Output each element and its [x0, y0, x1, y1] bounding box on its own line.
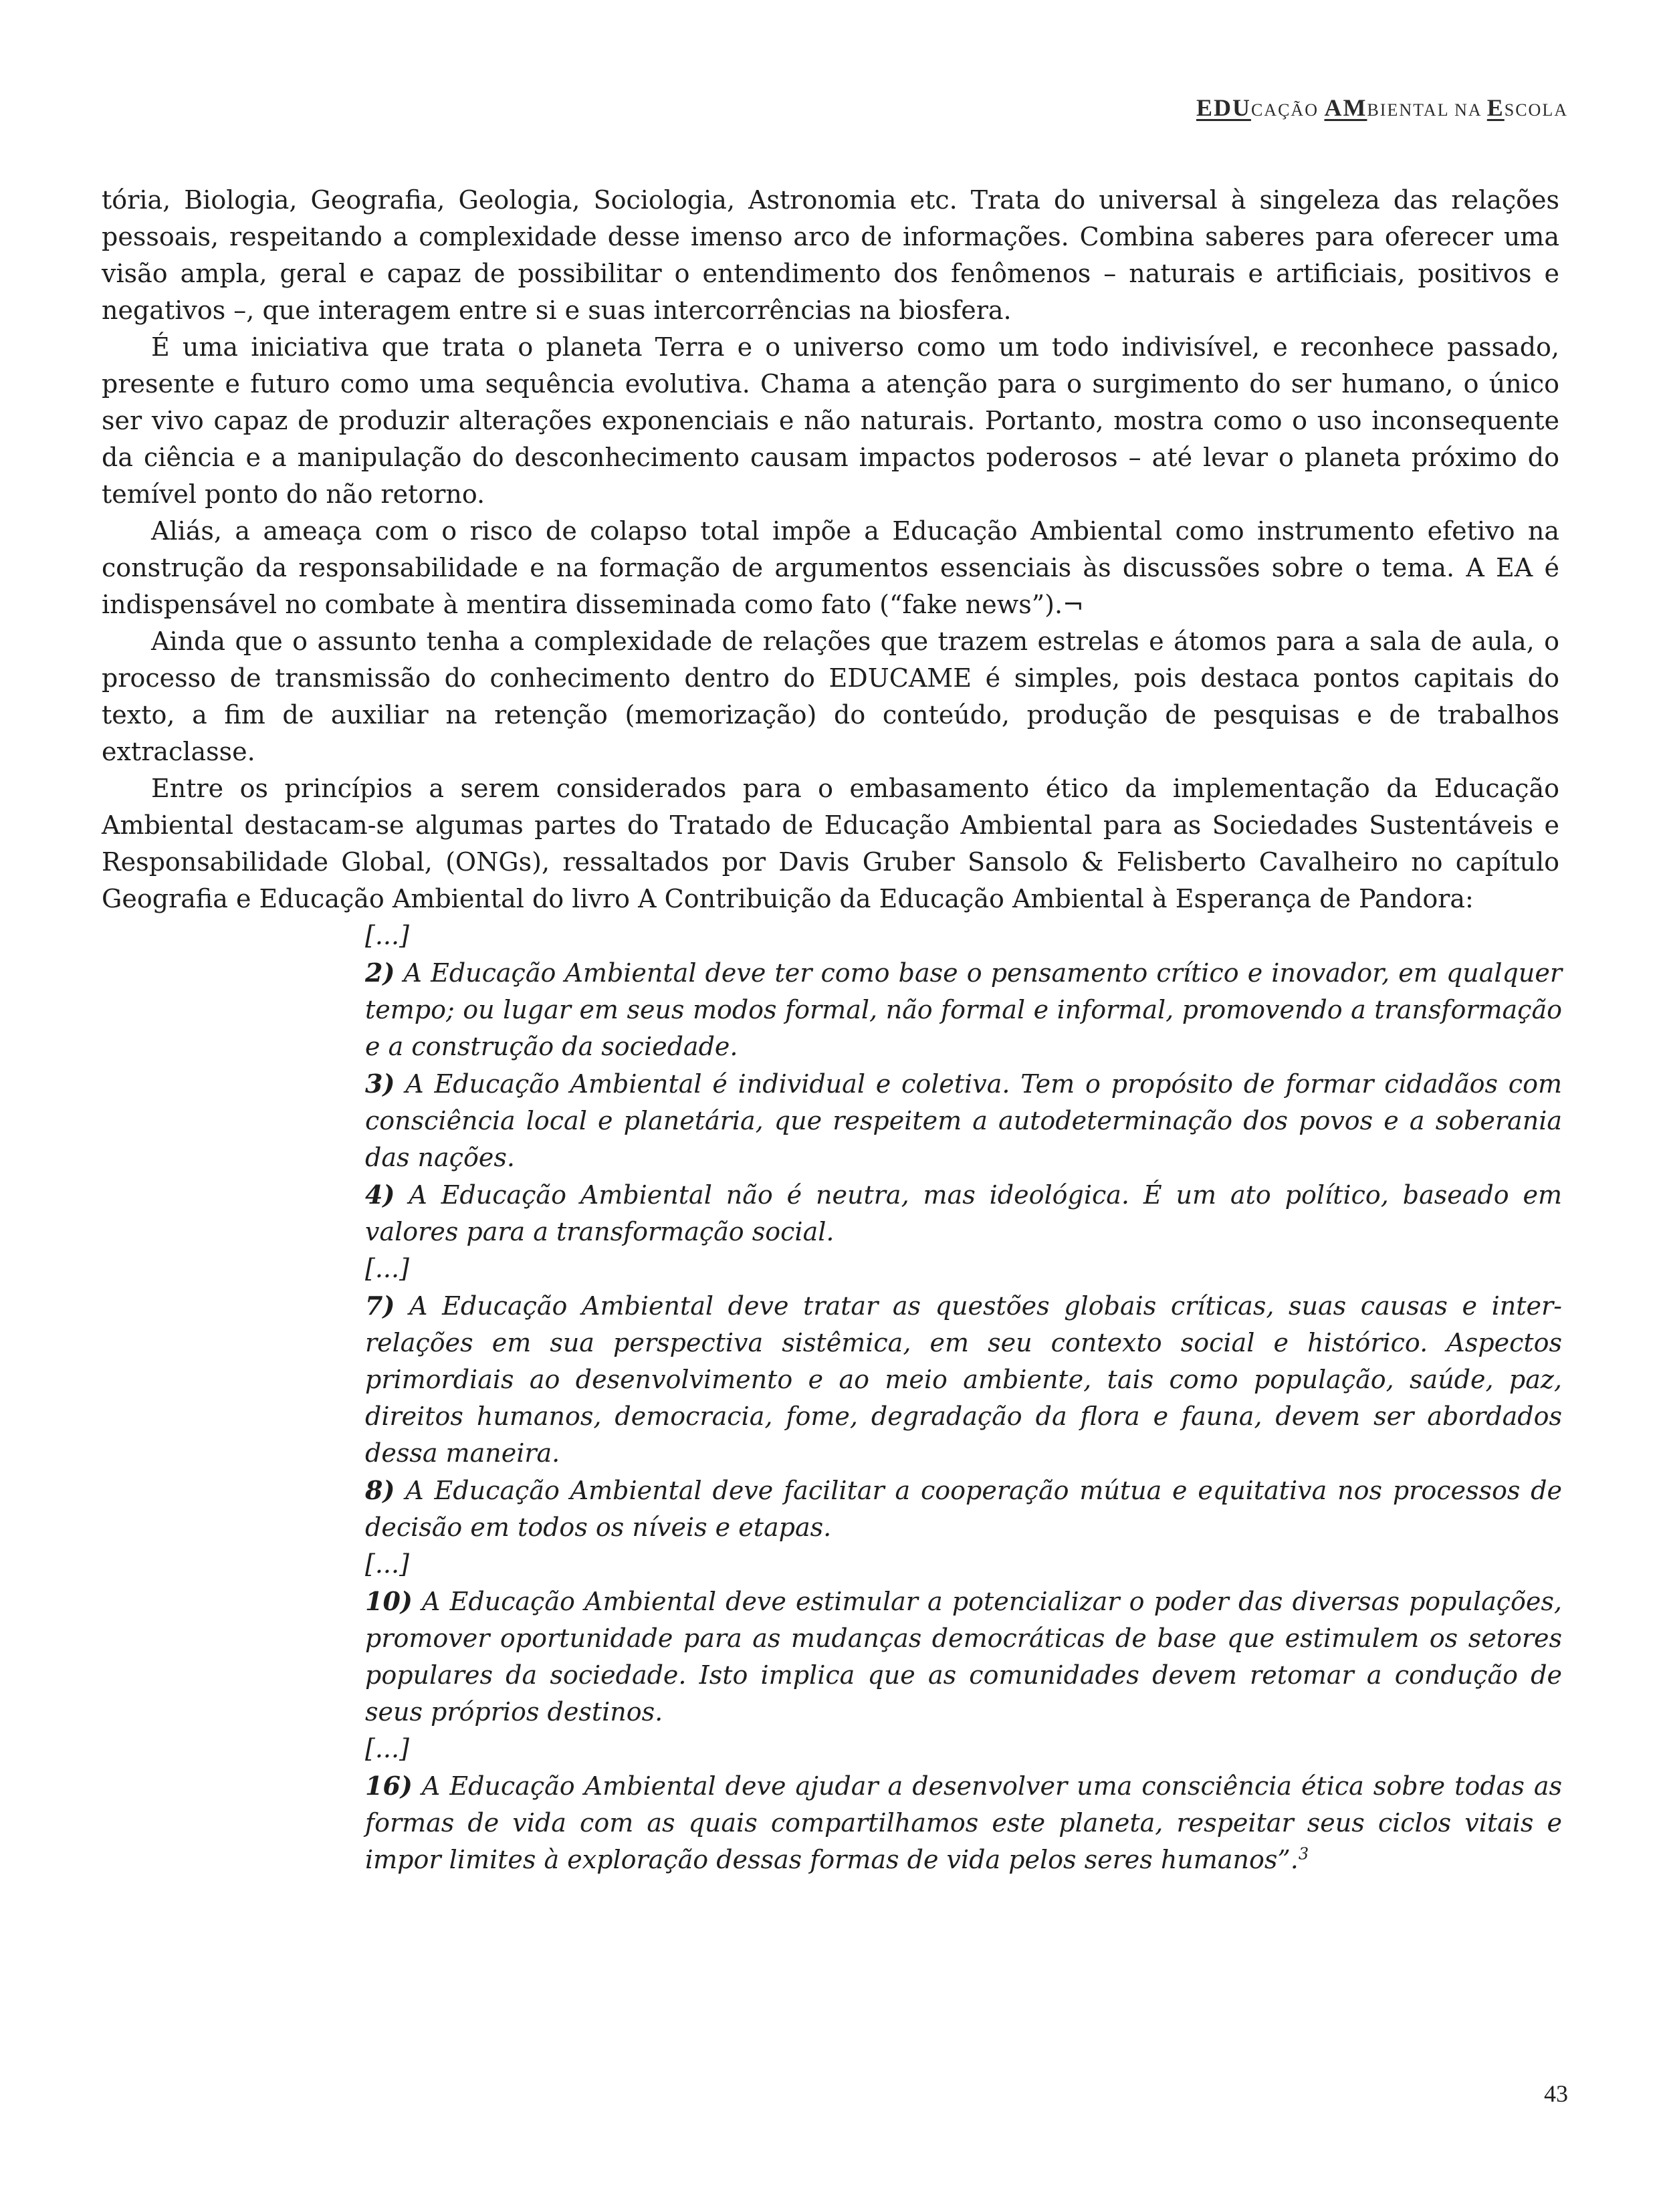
quote-item: [365, 1472, 1562, 1546]
quote-item-number: 8): [365, 1475, 395, 1505]
quote-item: [365, 1287, 1562, 1472]
paragraph: Ainda que o assunto tenha a complexidade de relações que trazem estrelas e átomos para a sala de aula, o processo de transmissão do conhecimento dentro do EDUCAME é simples, pois destaca pontos capitais do texto, a fim de auxiliar na retenção (memorização) do conteúdo, produção de pesquisas e de trabalhos extraclasse.: [102, 627, 1559, 766]
quote-item-number: 3): [365, 1069, 395, 1099]
body-text: [102, 182, 1559, 917]
quote-item: [365, 1583, 1562, 1731]
page-number: 43: [1544, 2080, 1568, 2107]
footnote-ref: 3: [1298, 1844, 1309, 1864]
quote-item-number: 16): [365, 1771, 413, 1801]
quote-item: [365, 1065, 1562, 1176]
quote-item-text: A Educação Ambiental deve ter como base o pensamento crítico e inovador, em qualquer tempo; ou lugar em seus modos formal, não formal e informal, promovendo a transformação e a construção da sociedade.: [365, 958, 1562, 1061]
quote-ellipsis: [...]: [365, 1549, 409, 1579]
running-header: [1196, 94, 1568, 122]
quote-item-text: A Educação Ambiental é individual e coletiva. Tem o propósito de formar cidadãos com consciência local e planetária, que respeitem a autodeterminação dos povos e a soberania das nações.: [365, 1069, 1562, 1172]
quote-ellipsis: [...]: [365, 1254, 409, 1283]
paragraph: É uma iniciativa que trata o planeta Terra e o universo como um todo indivisível, e reconhece passado, presente e futuro como uma sequência evolutiva. Chama a atenção para o surgimento do ser humano, o único ser vivo capaz de produzir alterações exponenciais e não naturais. Portanto, mostra como o uso inconsequente da ciência e a manipulação do desconhecimento causam impactos poderosos – até levar o planeta próximo do temível ponto do não retorno.: [102, 332, 1559, 509]
quote-item-text: A Educação Ambiental deve tratar as questões globais críticas, suas causas e inter-relações em sua perspectiva sistêmica, em seu contexto social e histórico. Aspectos primordiais ao desenvolvimento e ao meio ambiente, tais como população, saúde, paz, direitos humanos, democracia, fome, degradação da flora e fauna, devem ser abordados dessa maneira.: [365, 1291, 1562, 1468]
quote-item: [365, 1767, 1562, 1878]
quote-ellipsis: [...]: [365, 921, 409, 950]
quote-ellipsis: [...]: [365, 1734, 409, 1763]
quote-item: [365, 954, 1562, 1065]
quote-block: [365, 917, 1562, 1878]
paragraph: Entre os princípios a serem considerados para o embasamento ético da implementação da Educação Ambiental destacam-se algumas partes do Tratado de Educação Ambiental para as Sociedades Sustentáveis e Responsabilidade Global, (ONGs), ressaltados por Davis Gruber Sansolo & Felisberto Cavalheiro no capítulo Geografia e Educação Ambiental do livro A Contribuição da Educação Ambiental à Esperança de Pandora:: [102, 774, 1559, 913]
header-part: SCOLA: [1504, 100, 1568, 120]
quote-item-text: A Educação Ambiental deve ajudar a desenvolver uma consciência ética sobre todas as formas de vida com as quais compartilhamos este planeta, respeitar seus ciclos vitais e impor limites à exploração dessas formas de vida pelos seres humanos”.: [365, 1771, 1562, 1874]
quote-item-text: A Educação Ambiental deve estimular a potencializar o poder das diversas populações, promover oportunidade para as mudanças democráticas de base que estimulem os setores populares da sociedade. Isto implica que as comunidades devem retomar a condução de seus próprios destinos.: [365, 1587, 1562, 1727]
quote-item: [365, 1176, 1562, 1250]
quote-item-number: 10): [365, 1586, 413, 1616]
paragraph: Aliás, a ameaça com o risco de colapso total impõe a Educação Ambiental como instrumento efetivo na construção da responsabilidade e na formação de argumentos essenciais às discussões sobre o tema. A EA é indispensável no combate à mentira disseminada como fato (“fake news”).¬: [102, 516, 1559, 619]
header-part: EDU: [1196, 94, 1251, 121]
header-part: BIENTAL NA: [1367, 100, 1487, 120]
paragraph: tória, Biologia, Geografia, Geologia, Sociologia, Astronomia etc. Trata do universal à singeleza das relações pessoais, respeitando a complexidade desse imenso arco de informações. Combina saberes para oferecer uma visão ampla, geral e capaz de possibilitar o entendimento dos fenômenos – naturais e artificiais, positivos e negativos –, que interagem entre si e suas intercorrências na biosfera.: [102, 185, 1559, 325]
quote-item-text: A Educação Ambiental deve facilitar a cooperação mútua e equitativa nos processos de decisão em todos os níveis e etapas.: [365, 1476, 1562, 1542]
quote-item-number: 2): [365, 958, 395, 988]
header-part: E: [1486, 94, 1505, 121]
header-part: AM: [1324, 94, 1367, 121]
quote-item-number: 4): [365, 1180, 395, 1210]
quote-item-number: 7): [365, 1291, 395, 1321]
quote-item-text: A Educação Ambiental não é neutra, mas ideológica. É um ato político, baseado em valores para a transformação social.: [365, 1180, 1562, 1246]
header-part: CAÇÃO: [1250, 100, 1325, 120]
